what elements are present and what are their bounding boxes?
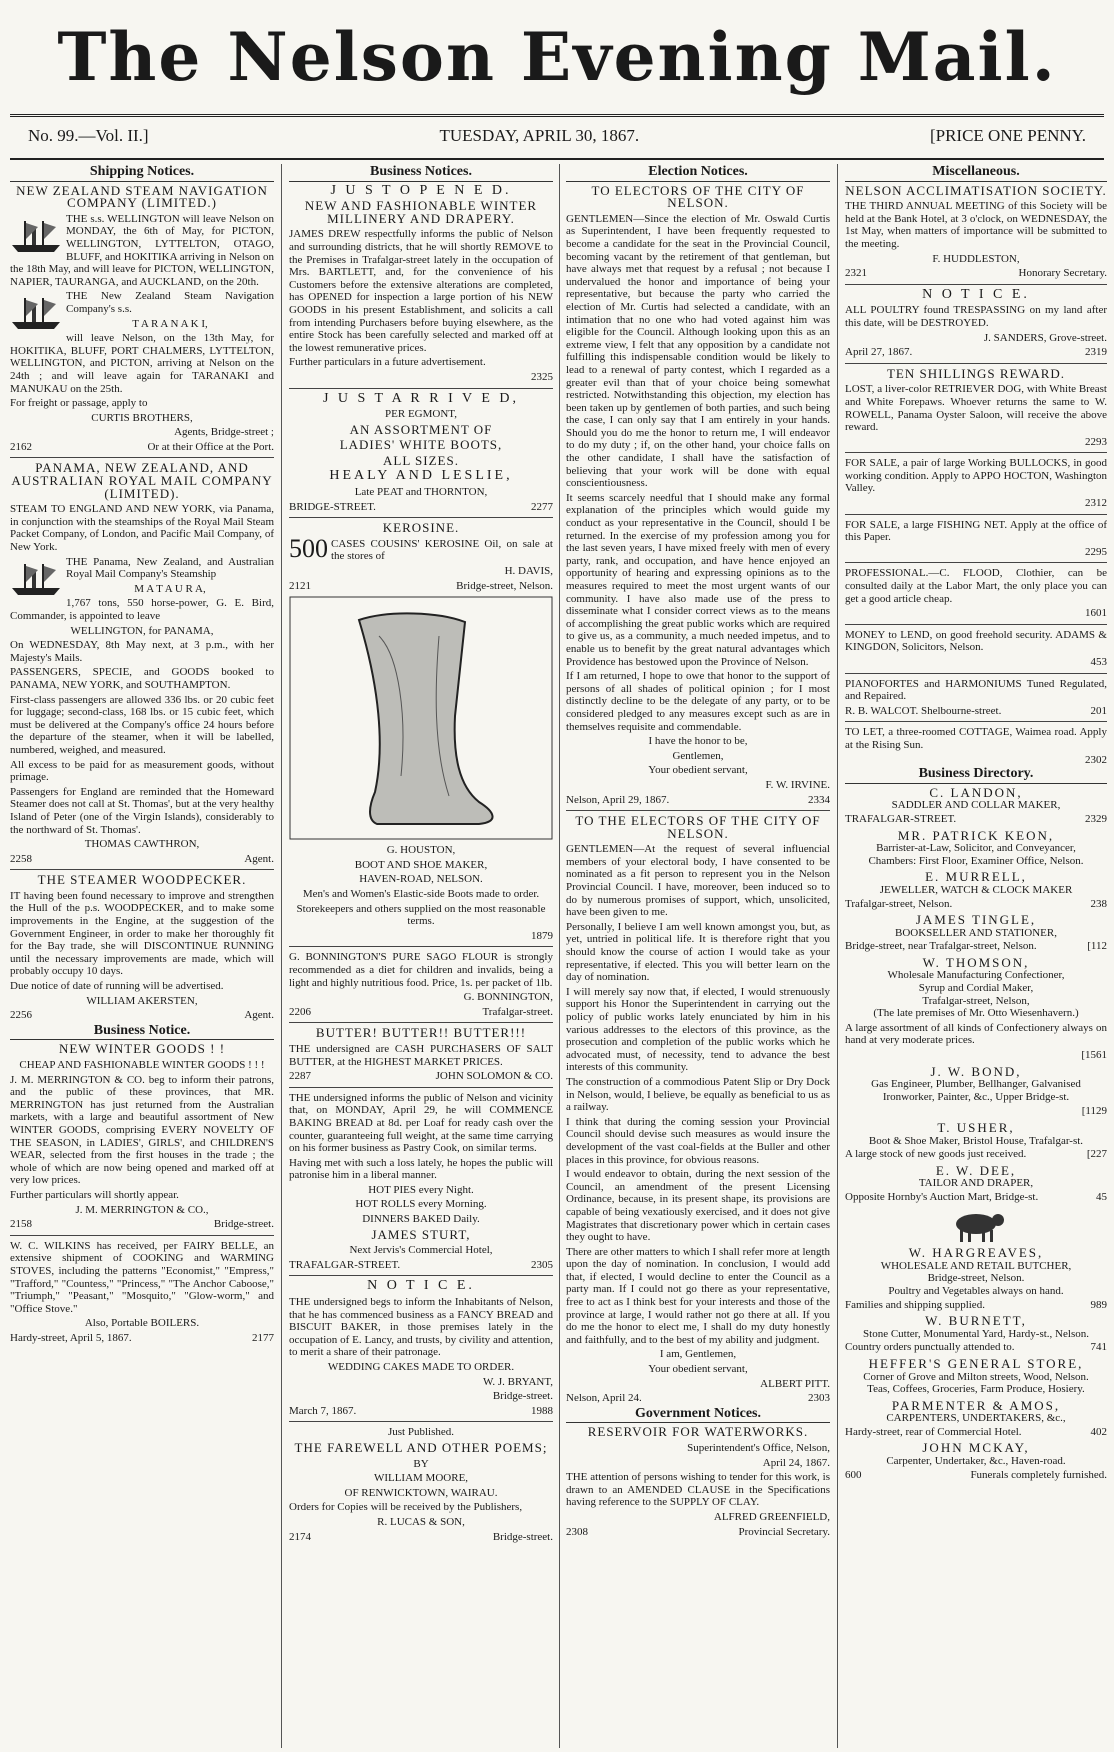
ad-text: LOST, a liver-color RETRIEVER DOG, with White Breast and White Forepaws. Whoever returns the same to W. ROWELL, Panama Oyster Saloon, will receive the above reward. <box>845 383 1107 434</box>
ad-footer <box>10 441 274 454</box>
ad-date: Nelson, April 29, 1867. <box>566 793 670 806</box>
ad-text: It seems scarcely needful that I should make any formal explanation of the principles which would guide my conduct as your representative in the Council, should I be returned. In the exercise of my profession among you for the last seven years, I have mixed freely with men of every party, rank, and occupation, and have hence enjoyed an opportunity of hearing and expressing opinions as to the measures required to meet the most urgent wants of our community. I have also made use of the press to disseminate what I consider correct views as to the means of accomplishing the great public works which are required to give us, as a community, a much needed impetus, and to enable us to benefit by the great natural advantages which Providence has bestowed upon the Province of Nelson. <box>566 491 830 668</box>
directory-desc: SADDLER AND COLLAR MAKER, <box>891 799 1061 812</box>
ad-signature: R. LUCAS & SON, <box>377 1515 465 1528</box>
ad-number: 2319 <box>1085 346 1107 359</box>
masthead-title: The Nelson Evening Mail. <box>57 18 1057 96</box>
ad-text: Also, Portable BOILERS. <box>84 1317 200 1330</box>
ad-title: J U S T O P E N E D. <box>330 182 512 198</box>
ad-text: THE undersigned informs the public of Nelson and vicinity that, on MONDAY, April 29, he will COMMENCE BAKING BREAD at 8d. per Loaf for ready cash over the counter, guaranteeing full weight, at the same time carrying on his former business as Pastry Cook, on similar terms. <box>289 1091 553 1155</box>
ad-text: Passengers for England are reminded that the Homeward Steamer does not call at St. Thomas', but at the very healthy Island of Peter (one of the Virgin Islands), considerably to the northward of St. Thomas'. <box>10 785 274 836</box>
directory-entry <box>845 1162 1107 1204</box>
ad-text: will leave Nelson, on the 13th May, for HOKITIKA, BLUFF, PORT CHALMERS, LYTTELTON, WELLINGTON, and PICTON, arriving at Nelson on the 24th ; and will leave again for TARANAKI and MANUKAU on the 25th. <box>10 332 274 395</box>
divider <box>845 452 1107 453</box>
ad-subtitle: NEW AND FASHIONABLE WINTER MILLINERY AND DRAPERY. <box>304 198 538 226</box>
ad-number: 2177 <box>252 1331 274 1344</box>
ad-closing: Gentlemen, <box>672 749 724 762</box>
directory-name: E. MURRELL, <box>925 869 1027 885</box>
ad-title: KEROSINE. <box>382 520 460 536</box>
ad-text: Just Published. <box>387 1426 454 1439</box>
ad-address: Or at their Office at the Port. <box>147 440 274 453</box>
directory-entry <box>845 1208 1107 1312</box>
ad-text: Superintendent's Office, Nelson, <box>687 1442 830 1454</box>
ad-text: IT having been found necessary to improve and strengthen the Hull of the p.s. WOODPECKER, and to make some improvements in the Engine, at the suggestion of the Government Engineer, in order to make her thoroughly fit for the Bay trade, she will DISCONTINUE RUNNING until the necessary improvements are made, which will probably occupy 10 days. <box>10 889 274 978</box>
directory-entry <box>845 1355 1107 1396</box>
ad-closing: I have the honor to be, <box>648 735 748 748</box>
ad-text: WEDDING CAKES MADE TO ORDER. <box>327 1361 515 1373</box>
directory-desc: Boot & Shoe Maker, Bristol House, Trafalgar-st. <box>868 1134 1084 1147</box>
directory-name: PARMENTER & AMOS, <box>891 1397 1061 1413</box>
ad-number: 2329 <box>1085 812 1107 825</box>
divider <box>845 284 1107 285</box>
ad-address: BRIDGE-STREET. <box>289 500 376 513</box>
ad-footer <box>845 705 1107 718</box>
directory-name: W. THOMSON, <box>922 954 1030 970</box>
ad-number: 2158 <box>10 1218 32 1231</box>
ad-title: NELSON ACCLIMATISATION SOCIETY. <box>845 182 1107 198</box>
ad-number: 741 <box>1090 1341 1107 1354</box>
directory-desc: TRAFALGAR-STREET. <box>845 812 957 825</box>
ad-number: 2334 <box>808 793 830 806</box>
directory-entry <box>845 914 1107 953</box>
ad-text: I will merely say now that, if elected, I would strenuously support his Honor the Superintendent in carrying out the policy of public works lately enunciated by him in his various addresses to the electors of this province, as the prosecution and completion of the public works which he advocated must, of necessity, tend to advance the best interests of this community. <box>566 985 830 1074</box>
ad-footer <box>845 346 1107 359</box>
ad-address: Bridge-street. <box>492 1390 553 1403</box>
directory-desc: Poultry and Vegetables always on hand. <box>888 1284 1064 1297</box>
directory-name: HEFFER'S GENERAL STORE, <box>868 1355 1084 1371</box>
ad-footer <box>289 580 553 593</box>
ad-closing: Your obedient servant, <box>648 764 748 777</box>
ad-footer <box>10 1332 274 1345</box>
ad-text: PROFESSIONAL.—C. FLOOD, Clothier, can be consulted daily at the Labor Mart, the only place you can get a good article cheap. <box>845 567 1107 605</box>
ad-title: N O T I C E. <box>367 1278 475 1294</box>
directory-entry <box>845 1063 1107 1118</box>
ad-number: 2308 <box>566 1525 588 1538</box>
ad-text: ALL POULTRY found TRESPASSING on my land after this date, will be DESTROYED. <box>845 304 1107 329</box>
directory-desc: Funerals completely furnished. <box>970 1468 1107 1481</box>
ad-title: TO ELECTORS OF THE CITY OF NELSON. <box>591 182 805 211</box>
boot-advert-illustration <box>289 596 553 840</box>
ad-text: J. M. MERRINGTON & CO. beg to inform their patrons, and the public of these provinces, that MR. MERRINGTON has just returned from the Australian markets, with a large and beautiful assortment of New WINTER GOODS, comprising EVERY NOVELTY OF THE SEASON, in LADIES', GIRLS', and CHILDREN'S WEAR, selected from the first houses in the trade ; the whole of which are now being opened and marked off at very low prices. <box>10 1073 274 1187</box>
ad-text: PIANOFORTES and HARMONIUMS Tuned Regulated, and Repaired. <box>845 677 1107 703</box>
section-heading: Government Notices. <box>566 1408 830 1424</box>
ad-footer <box>10 1218 274 1231</box>
ad-address: Bridge-street. <box>492 1530 553 1543</box>
ad-number: 2325 <box>531 370 553 383</box>
ad-text: I think that during the coming session your Provincial Council should devise such measures as would insure the development of the vast coal-fields at the Buller and other places in this province, for obvious reasons. <box>566 1115 830 1166</box>
ad-text: First-class passengers are allowed 336 lbs. or 20 cubic feet for luggage; second-class, 168 lbs. or 15 cubic feet, which must be delivered at the Company's office 24 hours before the departure of the steamer, when it will be labelled, numbered, weighed, and measured. <box>10 693 274 756</box>
divider <box>289 517 553 518</box>
divider <box>289 1275 553 1276</box>
ad-text: THE s.s. WELLINGTON will leave Nelson on MONDAY, the 6th of May, for PICTON, WELLINGTON, LYTTELTON, OTAGO, BLUFF, and HOKITIKA arriving in Nelson on the 18th May, and will leave for PICTON, WELLINGTON, NAPIER, TAURANGA, and AUCKLAND, on the 20th. <box>10 212 274 288</box>
ad-text: Late PEAT and THORNTON, <box>354 486 488 499</box>
ad-text: GENTLEMEN—Since the election of Mr. Oswald Curtis as Superintendent, I have been frequently requested to become a candidate for the seat in the Provincial Council, becoming vacant by the retirement of that gentleman, but have always met that request by a refusal ; not because I undervalued the honor and importance of being your representative, but because the party who carried the election of Mr. Curtis had selected a candidate, with an intimation that no one who had voted against him was eligible for the Council. Although looking upon this as an extreme view, I felt that any opposition by a candidate not fulfilling this indispensable condition would be likely to lead to a renewal of party contest, which I regarded as a greater evil than that of your choice being somewhat restricted. Notwithstanding this objection, my election has been taken up by gentlemen of both parties, and such being the case, I can only say that I am entirely in your hands. Should you do me the honor to return me, I will endeavor to do my duty ; if, on the other hand, your choice falls on the other candidate, I shall have the satisfaction of believing that your work will be done with equal conscientiousness. <box>566 212 830 490</box>
ad-number: 2258 <box>10 852 32 865</box>
ad-text: Further particulars will shortly appear. <box>10 1188 179 1201</box>
ad-text: The construction of a commodious Patent Slip or Dry Dock in Nelson, would, I believe, be equally as beneficial to us as a railway. <box>566 1075 830 1114</box>
ad-footer <box>845 1469 1107 1482</box>
ad-date: April 27, 1867. <box>845 346 913 359</box>
ad-role: Honorary Secretary. <box>1018 267 1107 280</box>
ad-text: THE attention of persons wishing to tender for this work, is drawn to an AMENDED CLAUSE in the Specifications having reference to the SUPPLY OF CLAY. <box>566 1471 830 1509</box>
ad-text: PER EGMONT, <box>385 408 457 421</box>
divider <box>845 562 1107 563</box>
ad-footer <box>845 813 1107 826</box>
ad-number: 2287 <box>289 1070 311 1083</box>
directory-desc: TAILOR AND DRAPER, <box>918 1177 1034 1190</box>
directory-name: JAMES TINGLE, <box>915 912 1037 928</box>
ad-text: Men's and Women's Elastic-side Boots made to order. <box>302 888 540 900</box>
ad-number: [1561 <box>1081 1049 1107 1062</box>
ad-date: March 7, 1867. <box>289 1404 357 1417</box>
ad-footer <box>845 1341 1107 1354</box>
ad-title: N O T I C E. <box>922 286 1030 302</box>
divider <box>845 721 1107 722</box>
directory-desc: Teas, Coffees, Groceries, Farm Produce, Hosiery. <box>867 1383 1085 1396</box>
divider <box>10 1235 274 1236</box>
ad-footer <box>566 794 830 807</box>
directory-name: W. BURNETT, <box>925 1313 1027 1329</box>
directory-desc: (The late premises of Mr. Otto Wiesenhavern.) <box>873 1007 1079 1020</box>
ad-signature: J. SANDERS, Grove-street. <box>983 331 1107 344</box>
divider <box>845 624 1107 625</box>
directory-desc: Gas Engineer, Plumber, Bellhanger, Galvanised Ironworker, Painter, &c., Upper Bridge-st. <box>871 1078 1081 1103</box>
ad-text: THE undersigned are CASH PURCHASERS OF SALT BUTTER, at the HIGHEST MARKET PRICES. <box>289 1042 553 1068</box>
ad-title: PANAMA, NEW ZEALAND, AND AUSTRALIAN ROYAL MAIL COMPANY (LIMITED). <box>11 460 273 501</box>
ad-signature: ALBERT PITT. <box>760 1377 830 1390</box>
ad-text: THE undersigned begs to inform the Inhabitants of Nelson, that he has commenced business as a FANCY BREAD and BISCUIT BAKER, in those premises lately in the occupation of E. Lancy, and trusts, by civility and attention, to merit a share of their patronage. <box>289 1296 553 1359</box>
ad-number: 2206 <box>289 1005 311 1018</box>
ad-title: BUTTER! BUTTER!! BUTTER!!! <box>315 1025 527 1041</box>
ad-signature: HEALY AND LESLIE, <box>329 468 513 484</box>
ad-title: NEW ZEALAND STEAM NAVIGATION COMPANY (LIMITED.) <box>16 182 268 211</box>
ad-signature: JOHN SOLOMON & CO. <box>435 1070 553 1083</box>
ad-footer <box>845 898 1107 911</box>
section-heading: Shipping Notices. <box>10 166 274 182</box>
ad-number: 238 <box>1090 897 1107 910</box>
directory-name: C. LANDON, <box>929 784 1023 800</box>
ad-title: TEN SHILLINGS REWARD. <box>886 365 1066 381</box>
ad-signature: H. DAVIS, <box>504 565 553 578</box>
ad-footer <box>289 1531 553 1544</box>
ad-text: All excess to be paid for as measurement goods, without primage. <box>10 758 274 784</box>
ad-number: [112 <box>1087 940 1107 953</box>
ad-text: STEAM TO ENGLAND AND NEW YORK, via Panama, in conjunction with the steamships of the Royal Mail Steam Packet Company, of London, and Pacific Mail Company, of New York. <box>10 503 274 554</box>
ad-text: For freight or passage, apply to <box>10 397 148 410</box>
directory-entry <box>845 1315 1107 1354</box>
directory-desc: BOOKSELLER AND STATIONER, <box>895 926 1057 939</box>
section-heading: Miscellaneous. <box>845 166 1107 182</box>
ad-number: 2277 <box>531 500 553 513</box>
ad-address: Next Jervis's Commercial Hotel, <box>349 1244 493 1257</box>
ad-number: 2162 <box>10 440 32 453</box>
column-1 <box>10 164 274 1748</box>
ad-title: THE STEAMER WOODPECKER. <box>37 872 247 888</box>
ad-address: HAVEN-ROAD, NELSON. <box>359 873 483 886</box>
ad-text: G. BONNINGTON'S PURE SAGO FLOUR is strongly recommended as a diet for children and invalids, being a light and highly nutritious food. Price, 1s. per packet of 1lb. <box>289 951 553 989</box>
ad-text: DINNERS BAKED Daily. <box>362 1213 480 1226</box>
divider <box>845 514 1107 515</box>
divider <box>10 457 274 458</box>
ox-icon <box>946 1208 1006 1244</box>
ad-text: There are other matters to which I shall refer more at length upon the day of nomination. In conclusion, I would add that, if elected, I would decline to enter the Council as a party man. If I could not go there as your representative, free to act as I think best for your interests and those of the province at large, I would rather not go there at all. If you do me the honor to elect me, I shall do my duty honestly and faithfully, and to the best of my ability and judgment. <box>566 1245 830 1346</box>
ad-footer <box>10 1009 274 1022</box>
directory-desc: JEWELLER, WATCH & CLOCK MAKER <box>879 883 1073 896</box>
ad-footer <box>10 853 274 866</box>
divider <box>566 810 830 811</box>
directory-desc: CARPENTERS, UNDERTAKERS, &c., <box>886 1412 1066 1425</box>
divider <box>10 869 274 870</box>
ad-text: CASES COUSINS' KEROSINE Oil, on sale at the stores of <box>331 537 553 563</box>
ad-number: 201 <box>1090 704 1107 717</box>
steamship-icon <box>10 292 62 332</box>
directory-desc: Carpenter, Undertaker, &c., Haven-road. <box>886 1455 1066 1468</box>
masthead-rule <box>10 114 1104 117</box>
ad-text: AN ASSORTMENT OF <box>349 421 493 437</box>
dateline-rule <box>10 158 1104 160</box>
directory-name: JOHN MCKAY, <box>922 1440 1030 1456</box>
directory-desc: Opposite Hornby's Auction Mart, Bridge-st. <box>845 1190 1039 1203</box>
ship-name: T A R A N A K I, <box>132 317 208 330</box>
ship-name: M A T A U R A, <box>134 582 206 595</box>
ad-text: BY <box>413 1457 429 1470</box>
divider <box>289 1421 553 1422</box>
directory-entry <box>845 1397 1107 1439</box>
ad-signature: R. B. WALCOT. Shelbourne-street. <box>845 704 1002 717</box>
ad-text: HOT PIES every Night. <box>368 1183 474 1196</box>
column-2 <box>289 164 553 1748</box>
divider <box>845 363 1107 364</box>
ad-number: 2121 <box>289 579 311 592</box>
directory-desc: Syrup and Cordial Maker, <box>918 982 1034 995</box>
ad-footer <box>566 1526 830 1539</box>
ad-number: 2302 <box>1085 753 1107 766</box>
ad-text: BOOT AND SHOE MAKER, <box>354 858 488 871</box>
ad-text: PASSENGERS, SPECIE, and GOODS booked to PANAMA, NEW YORK, and SOUTHAMPTON. <box>10 666 274 691</box>
ad-address: Trafalgar-street. <box>482 1005 553 1018</box>
ad-number: 600 <box>845 1468 862 1481</box>
ad-text: FOR SALE, a pair of large Working BULLOCKS, in good working condition. Apply to APPO HOCTON, Washington Valley. <box>845 457 1107 495</box>
ad-footer <box>289 1070 553 1083</box>
ad-text: Storekeepers and others supplied on the most reasonable terms. <box>296 902 546 928</box>
ad-text: I would endeavor to obtain, during the next session of the Council, an amendment of the present Licensing Ordinance, because, in its present shape, its provisions are capable of being vexatiously exercised, and it does not give Magistrates that discretionary power which in certain cases they ought to have. <box>566 1168 830 1244</box>
column-4 <box>845 164 1107 1748</box>
ad-title: THE FAREWELL AND OTHER POEMS; <box>294 1439 548 1455</box>
divider <box>845 673 1107 674</box>
ad-title: TO THE ELECTORS OF THE CITY OF NELSON. <box>575 813 821 841</box>
ad-closing: Your obedient servant, <box>648 1363 748 1376</box>
ad-text: TO LET, a three-roomed COTTAGE, Waimea road. Apply at the Rising Sun. <box>845 726 1107 751</box>
directory-desc: Trafalgar-street, Nelson. <box>845 897 953 910</box>
ad-footer <box>845 267 1107 280</box>
directory-desc: Corner of Grove and Milton streets, Wood, Nelson. <box>863 1370 1089 1383</box>
ad-address: Agents, Bridge-street ; <box>174 426 274 439</box>
column-3 <box>566 164 830 1748</box>
ad-signature: CURTIS BROTHERS, <box>91 411 193 424</box>
ad-text: THE New Zealand Steam Navigation Company's s.s. <box>66 290 274 315</box>
ad-signature: THOMAS CAWTHRON, <box>84 838 200 851</box>
ad-number: 2295 <box>1085 545 1107 558</box>
ad-footer <box>289 1405 553 1418</box>
steamship-icon <box>10 215 62 255</box>
ad-text: 1,767 tons, 550 horse-power, G. E. Bird, Commander, is appointed to leave <box>10 597 274 622</box>
column-divider <box>281 164 282 1748</box>
directory-entry <box>845 1122 1107 1161</box>
directory-desc: A large assortment of all kinds of Confectionery always on hand at very moderate prices. <box>845 1021 1107 1047</box>
ad-signature: JAMES STURT, <box>371 1226 471 1242</box>
directory-desc: Trafalgar-street, Nelson, <box>922 994 1030 1007</box>
ad-number: 2312 <box>1085 497 1107 510</box>
ad-text: LADIES' WHITE BOOTS, <box>339 437 503 453</box>
dateline <box>28 126 1086 156</box>
divider <box>289 1022 553 1023</box>
directory-desc: Wholesale Manufacturing Confectioner, <box>887 969 1065 982</box>
directory-desc: Bridge-street, near Trafalgar-street, Nelson. <box>845 940 1037 953</box>
ad-text: FOR SALE, a large FISHING NET. Apply at the office of this Paper. <box>845 518 1107 544</box>
column-divider <box>837 164 838 1748</box>
directory-desc: Country orders punctually attended to. <box>845 1341 1015 1354</box>
ad-signature: J. M. MERRINGTON & CO., <box>75 1203 209 1216</box>
ad-address: TRAFALGAR-STREET. <box>289 1258 401 1271</box>
ad-footer <box>289 501 553 514</box>
ad-title: J U S T A R R I V E D, <box>322 390 520 406</box>
ad-footer <box>845 940 1107 953</box>
ad-text: Having met with such a loss lately, he hopes the public will patronise him in a liberal manner. <box>289 1156 553 1182</box>
ad-footer <box>845 1299 1107 1312</box>
ad-drop-number: 500 <box>289 533 328 563</box>
directory-desc: Hardy-street, rear of Commercial Hotel. <box>845 1425 1022 1438</box>
issue-price: [PRICE ONE PENNY. <box>929 126 1086 145</box>
ad-text: If I am returned, I hope to owe that honor to the support of persons of all shades of political opinion ; for I most distinctly decline to be the delegate of any party, or to be considered pledged to any measures except such as are in themselves requisite and commendable. <box>566 670 830 733</box>
steamship-icon <box>10 558 62 598</box>
ad-text: THE Panama, New Zealand, and Australian Royal Mail Company's Steamship <box>66 555 274 581</box>
ad-text: Orders for Copies will be received by the Publishers, <box>289 1501 523 1514</box>
ad-footer <box>845 1191 1107 1204</box>
ad-text: WELLINGTON, for PANAMA, <box>70 624 214 637</box>
ad-number: 1988 <box>531 1404 553 1417</box>
section-heading: Business Directory. <box>845 768 1107 784</box>
ad-signature: G. BONNINGTON, <box>463 991 553 1004</box>
directory-desc: Chambers: First Floor, Examiner Office, Nelson. <box>868 854 1084 867</box>
column-divider <box>559 164 560 1748</box>
issue-number: No. 99.—Vol. II.] <box>28 126 149 145</box>
ad-text: JAMES DREW respectfully informs the public of Nelson and surrounding districts, that he will shortly REMOVE to the Premises in Trafalgar-street lately in the occupation of Mrs. BARTLETT, and, for the convenience of his Customers before the extensive alterations are completed, has OPENED for inspection a large portion of his NEW GOODS in his present Establishment, and solicits a call from intending Purchasers before buying elsewhere, as the entire Stock has been carefully selected and marked off at the lowest remunerative prices. <box>289 228 553 354</box>
ad-text: Due notice of date of running will be advertised. <box>10 980 224 993</box>
ad-text: WILLIAM MOORE, <box>373 1472 469 1485</box>
ad-number: 2303 <box>808 1392 830 1405</box>
directory-desc: Barrister-at-Law, Solicitor, and Conveyancer, <box>876 842 1076 855</box>
directory-desc: Families and shipping supplied. <box>845 1298 985 1311</box>
ad-signature: F. W. IRVINE. <box>765 778 830 791</box>
ad-signature: F. HUDDLESTON, <box>932 252 1020 265</box>
ad-signature: WILLIAM AKERSTEN, <box>86 994 198 1007</box>
directory-entry <box>845 871 1107 910</box>
ad-closing: I am, Gentlemen, <box>659 1348 737 1361</box>
ad-text: Personally, I believe I am well known amongst you, but, as yet, untried in political life. It is therefore right that you should know the course of action I would take as your representative, if elected. This you will better learn on the day of nomination. <box>566 920 830 984</box>
section-heading: Election Notices. <box>566 166 830 182</box>
directory-desc: Bridge-street, Nelson. <box>927 1272 1025 1285</box>
ad-text: THE THIRD ANNUAL MEETING of this Society will be held at the Bank Hotel, at 3 o'clock, on WEDNESDAY, the 1st May, when matters of importance will be submitted to the meeting. <box>845 200 1107 250</box>
directory-entry <box>845 1442 1107 1481</box>
directory-name: W. HARGREAVES, <box>908 1245 1044 1261</box>
section-heading: Business Notices. <box>289 166 553 182</box>
directory-desc: A large stock of new goods just received. <box>845 1148 1027 1161</box>
ad-footer <box>566 1392 830 1405</box>
directory-name: J. W. BOND, <box>930 1063 1022 1079</box>
divider <box>289 1087 553 1088</box>
ad-number: 402 <box>1090 1425 1107 1438</box>
ad-text: W. C. WILKINS has received, per FAIRY BELLE, an extensive shipment of COOKING and WARMING STOVES, including the patterns "Economist," "Empress," "Trafford," "Countess," "Princess," "The Anchor Caboose," "Triumph," "Peasant," "Mosquito," "Glow-worm," and "Office Stove." <box>10 1239 274 1315</box>
ad-text: ALL SIZES. <box>383 452 459 468</box>
ad-footer <box>289 1006 553 1019</box>
issue-date: TUESDAY, APRIL 30, 1867. <box>439 126 640 145</box>
ad-number: 45 <box>1096 1190 1107 1203</box>
ad-address: Hardy-street, April 5, 1867. <box>10 1331 132 1344</box>
ad-signature: G. HOUSTON, <box>386 844 456 857</box>
directory-name: E. W. DEE, <box>935 1162 1017 1178</box>
ad-number: 453 <box>1090 656 1107 668</box>
directory-desc: Stone Cutter, Monumental Yard, Hardy-st., Nelson. <box>863 1327 1089 1340</box>
ad-text: HOT ROLLS every Morning. <box>355 1198 487 1211</box>
section-heading: Business Notice. <box>10 1025 274 1041</box>
ad-address: Bridge-street, Nelson. <box>456 579 553 592</box>
ad-number: 989 <box>1090 1298 1107 1311</box>
ad-footer <box>845 1426 1107 1439</box>
directory-name: T. USHER, <box>937 1120 1015 1135</box>
ad-subtitle: CHEAP AND FASHIONABLE WINTER GOODS ! ! ! <box>19 1059 265 1071</box>
ad-signature: ALFRED GREENFIELD, <box>713 1510 830 1523</box>
directory-entry <box>845 784 1107 826</box>
ad-number: [1129 <box>1081 1105 1107 1118</box>
ad-number: [227 <box>1086 1148 1107 1161</box>
ad-footer <box>289 1259 553 1272</box>
ad-date: April 24, 1867. <box>762 1456 830 1469</box>
ad-number: 2293 <box>1085 435 1107 448</box>
ad-number: 2174 <box>289 1530 311 1543</box>
directory-entry <box>845 827 1107 868</box>
ad-text: MONEY to LEND, on good freehold security. ADAMS & KINGDON, Solicitors, Nelson. <box>845 628 1107 654</box>
ad-title: RESERVOIR FOR WATERWORKS. <box>587 1424 809 1440</box>
ad-date: Nelson, April 24. <box>566 1392 642 1405</box>
ad-role: Provincial Secretary. <box>738 1525 830 1538</box>
ad-text: GENTLEMEN—At the request of several influencial members of your electoral body, I have consented to be nominated as a fit person to represent you in the Nelson Provincial Council. I have, moreover, been induced so to do by numerous promises of support, which, unsolicited, have been given to me. <box>566 843 830 919</box>
ad-text: On WEDNESDAY, 8th May next, at 3 p.m., with her Majesty's Mails. <box>10 639 274 664</box>
ad-number: 2305 <box>531 1258 553 1271</box>
divider <box>289 388 553 389</box>
ad-number: 1879 <box>531 929 553 942</box>
directory-desc: WHOLESALE AND RETAIL BUTCHER, <box>880 1259 1072 1272</box>
ad-role: Agent. <box>244 1009 274 1022</box>
ad-text: OF RENWICKTOWN, WAIRAU. <box>344 1486 498 1499</box>
ad-text: Further particulars in a future advertisement. <box>289 356 486 369</box>
ad-role: Agent. <box>244 852 274 865</box>
ad-signature: W. J. BRYANT, <box>483 1375 553 1388</box>
directory-entry <box>845 954 1107 1062</box>
ad-number: 2321 <box>845 267 867 280</box>
ad-number: 1601 <box>1085 607 1107 620</box>
divider <box>289 946 553 947</box>
ad-number: 2256 <box>10 1009 32 1022</box>
ad-footer <box>845 1148 1107 1161</box>
ad-title: NEW WINTER GOODS ! ! <box>58 1041 226 1057</box>
ad-address: Bridge-street. <box>213 1218 274 1231</box>
directory-name: MR. PATRICK KEON, <box>897 827 1055 843</box>
